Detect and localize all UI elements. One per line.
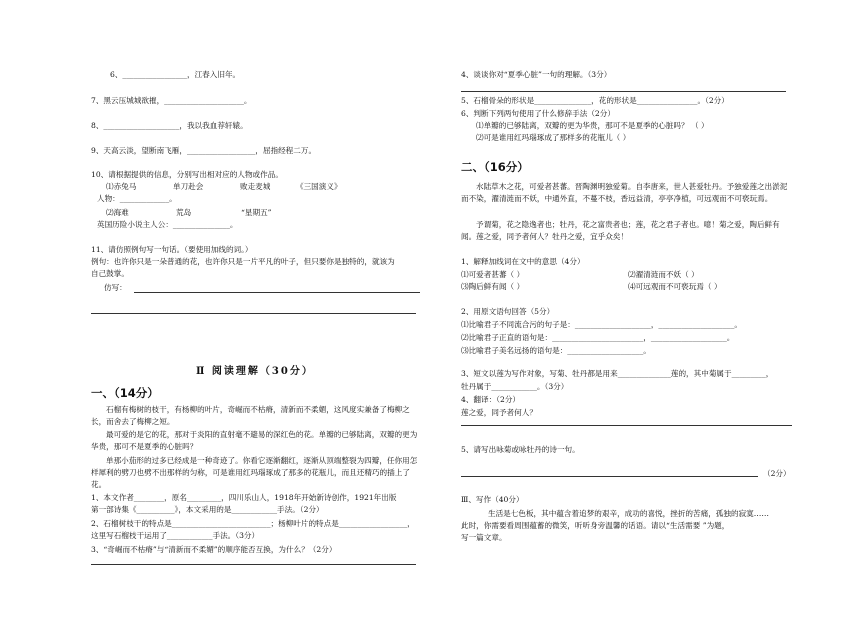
passage-1-para-2: 最可爱的是它的花，那对于炎阳的直射毫不避易的深红色的花。单瓣的已够陆离，双瓣的更为华贵，那可不是夏季的心脏吗？	[91, 430, 418, 451]
question-6: 6、_________________，江春入旧年。	[110, 70, 241, 79]
passage-2-para-2: 予谓菊，花之隐逸者也；牡丹，花之富贵者也；莲，花之君子者也。噫！菊之爱，陶后鲜有闻。莲之爱，同予者何人？牡丹之爱，宜乎众矣！	[461, 220, 780, 241]
q10-item-2b: 荒岛	[176, 208, 192, 217]
q10-item-1b: 单刀赴会	[173, 182, 204, 191]
question-5: 5、石榴骨朵的形状是_______________，花的形状是________________。（2分）	[461, 96, 729, 105]
section-2-title: Ⅱ 阅读理解（30分）	[196, 366, 314, 377]
r2-item-c: ⑶比喻君子美名远扬的语句是：____________________。	[461, 346, 651, 355]
answer-line	[91, 564, 416, 565]
r3-line-2: 牡丹属于____________。（3分）	[461, 382, 569, 391]
q10-answer-1: 人物：_____________。	[97, 194, 177, 203]
q1-line-2: 第一部诗集《__________》，本文采用的是____________手法。（2分）	[91, 505, 324, 514]
q10-item-1a: ⑴赤兔马	[106, 182, 137, 191]
q2-line-2: 这里写石榴枝干运用了____________手法。（3分）	[91, 531, 260, 540]
writing-line-1: 生活是七色板，其中蕴含着追梦的艰辛，成功的喜悦，挫折的苦痛，孤独的寂寞……	[488, 509, 769, 518]
q10-item-2c: “星期五”	[241, 208, 272, 217]
answer-line	[461, 91, 786, 92]
r3-line-1: 3、短文以莲为写作对象，写菊、牡丹都是用来______________莲的，其中菊属于_________，	[461, 369, 774, 378]
q11-imitate-label: 仿写：	[104, 283, 127, 292]
answer-line	[134, 292, 420, 293]
r5-stem: 5、请写出咏菊或咏牡丹的诗一句。	[461, 445, 580, 454]
r1-item-d: ⑷可远观而不可亵玩焉（ ）	[628, 282, 722, 291]
q10-item-1d: 《三国演义》	[296, 182, 342, 191]
q6-sentence-1: ⑴单瓣的已够陆离，双瓣的更为华贵，那可不是夏季的心脏吗？ （ ）	[476, 121, 709, 130]
part-2-title: 二、（16分）	[461, 160, 529, 174]
writing-line-3: 写一篇文章。	[461, 533, 507, 542]
question-10-stem: 10、请根据提供的信息，分别写出相对应的人物或作品。	[91, 170, 283, 179]
q11-example-line-2: 自己鼓掌。	[91, 269, 129, 278]
q3-line: 3、“奇崛而不枯瘠”与“清新而不柔媚”的顺序能否互换，为什么？（2分）	[91, 545, 337, 554]
q10-item-2a: ⑵海难	[106, 208, 129, 217]
q6-sentence-2: ⑵可是谁用红玛瑙琢成了那样多的花瓶儿（ ）	[476, 133, 631, 142]
answer-line	[91, 313, 416, 314]
answer-line	[461, 425, 792, 426]
question-4: 4、谈谈你对“夏季心脏”一句的理解。（3分）	[461, 70, 612, 79]
question-6-stem: 6、判断下列两句使用了什么修辞手法（2分）	[461, 109, 615, 118]
r5-score: （2分）	[763, 469, 791, 478]
question-7: 7、黑云压城城欲摧，_____________________。	[91, 96, 252, 105]
question-11-stem: 11、请仿照例句写一句话。（要使用加线的词。）	[91, 245, 253, 254]
r1-item-b: ⑵濯清涟而不妖（ ）	[628, 270, 699, 279]
r1-stem: 1、解释加线词在文中的意思（4分）	[461, 257, 585, 266]
r2-item-b: ⑵比喻君子正直的语句是：________________________，____________________。	[461, 333, 735, 342]
q1-line-1: 1、本文作者________，原名_________，四川乐山人，1918年开始新诗创作，1921年出版	[91, 493, 397, 502]
r1-item-a: ⑴可爱者甚蕃（ ）	[461, 270, 525, 279]
q11-example-line-1: 例句：也许你只是一朵普通的花，也许你只是一片平凡的叶子，但只要你是独特的，就该为	[91, 257, 395, 266]
r4-sentence: 莲之爱，同予者何人？	[461, 408, 537, 417]
q10-answer-2: 英国历险小说主人公：_______________。	[97, 220, 238, 229]
writing-line-2: 此时，你需要看周围蕴蓄的微笑，听听身旁温馨的话语。请以“生活需要 ”为题，	[461, 521, 730, 530]
r4-stem: 4、翻译：（2分）	[461, 395, 521, 404]
r2-item-a: ⑴比喻君子不同流合污的句子是：____________________，____________________。	[461, 320, 742, 329]
passage-1-para-1: 石榴有梅树的枝干，有杨柳的叶片，奇崛而不枯瘠，清新而不柔媚，这风度实兼备了梅柳之长，而舍去了梅柳之短。	[91, 405, 410, 426]
part-1-title: 一、（14分）	[91, 386, 159, 400]
question-8: 8、____________________，我以我血荐轩辕。	[91, 121, 248, 130]
q10-item-1c: 败走麦城	[240, 182, 271, 191]
question-9: 9、天高云淡，望断南飞雁，__________________，屈指经程二万。	[91, 146, 317, 155]
writing-title: Ⅲ、写作（40分）	[461, 495, 524, 504]
passage-1-para-3: 单那小茄形的过多已经成是一种奇迹了。你看它逐渐翻红，逐渐从顶端整裂为四瓣，任你用怎样犀利的劈刀也劈不出那样的匀称，可是谁用红玛瑙琢成了那多的花瓶儿，而且还精巧的插上了花。	[91, 456, 418, 489]
q2-line-1: 2、石榴树枝干的特点是__________________________；杨柳叶片的特点是__________________，	[91, 519, 415, 528]
passage-2-para-1: 水陆草木之花，可爱者甚蕃。晋陶渊明独爱菊。自李唐来，世人甚爱牡丹。予独爱莲之出淤泥而不染，濯清涟而不妖，中通外直，不蔓不枝，香远益清，亭亭净植，可远观而不可亵玩焉。	[461, 182, 788, 203]
r2-stem: 2、用原文语句回答（5分）	[461, 307, 555, 316]
r1-item-c: ⑶陶后鲜有闻（ ）	[461, 282, 525, 291]
answer-line	[461, 476, 758, 477]
